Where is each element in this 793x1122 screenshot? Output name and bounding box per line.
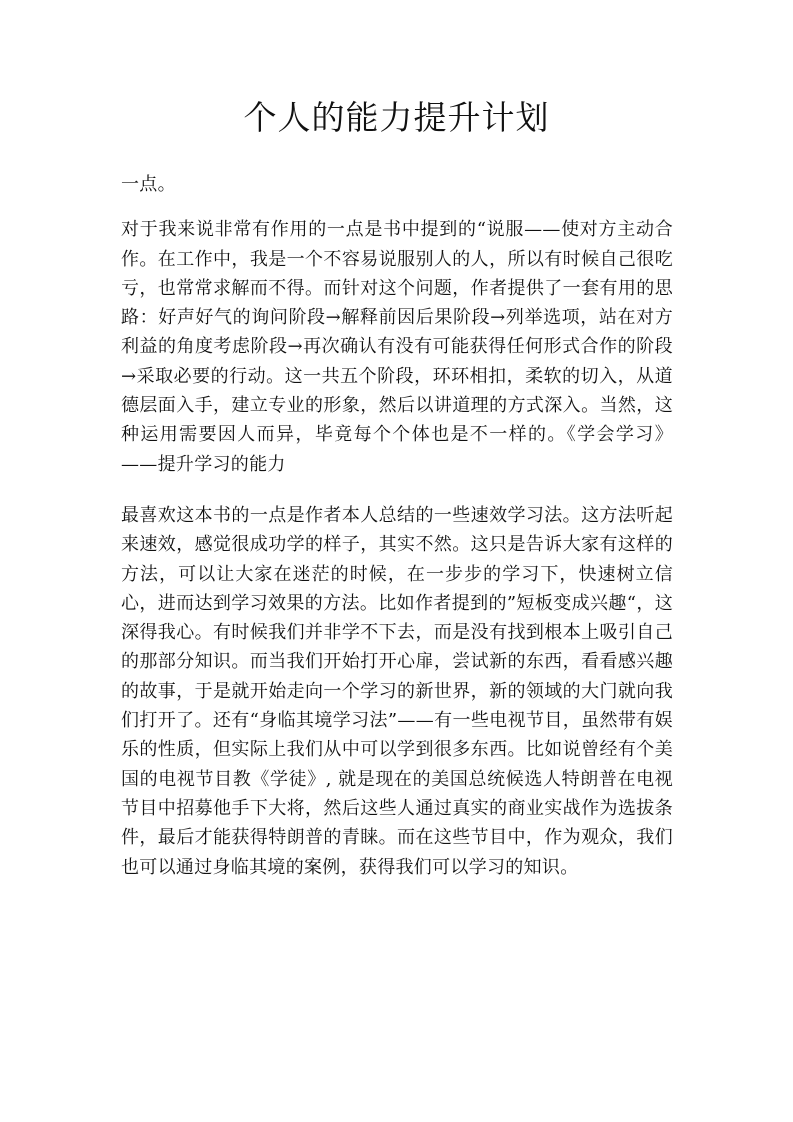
page-title: 个人的能力提升计划 — [243, 98, 550, 137]
paragraph-persuasion: 对于我来说非常有作用的一点是书中提到的“说服——使对方主动合作。在工作中，我是一个不容易说服别人的人，所以有时候自己很吃亏，也常常求解而不得。而针对这个问题，作者提供了一套有用的思路：好声好气的询问阶段→解释前因后果阶段→列举选项，站在对方利益的角度考虑阶段→再次确认有没有可能获得任何形式合作的阶段→采取必要的行动。这一共五个阶段，环环相扣，柔软的切入，从道德层面入手，建立专业的形象，然后以讲道理的方式深入。当然，这种运用需要因人而异，毕竟每个个体也是不一样的。《学会学习》——提升学习的能力 — [121, 219, 673, 475]
paragraph-intro: 一点。 — [121, 174, 176, 195]
document-body — [121, 170, 673, 882]
paragraph-learning-methods: 最喜欢这本书的一点是作者本人总结的一些速效学习法。这方法听起来速效，感觉很成功学的样子，其实不然。这只是告诉大家有这样的方法，可以让大家在迷茫的时候，在一步步的学习下，快速树立信心，进而达到学习效果的方法。比如作者提到的”短板变成兴趣“，这深得我心。有时候我们并非学不下去，而是没有找到根本上吸引自己的那部分知识。而当我们开始打开心扉，尝试新的东西，看看感兴趣的故事，于是就开始走向一个学习的新世界，新的领域的大门就向我们打开了。还有“身临其境学习法”——有一些电视节目，虽然带有娱乐的性质，但实际上我们从中可以学到很多东西。比如说曾经有个美国的电视节目教《学徒》, 就是现在的美国总统候选人特朗普在电视节目中招募他手下大将，然后这些人通过真实的商业实战作为选拔条件，最后才能获得特朗普的青睐。而在这些节目中，作为观众，我们也可以通过身临其境的案例，获得我们可以学习的知识。 — [121, 504, 673, 878]
